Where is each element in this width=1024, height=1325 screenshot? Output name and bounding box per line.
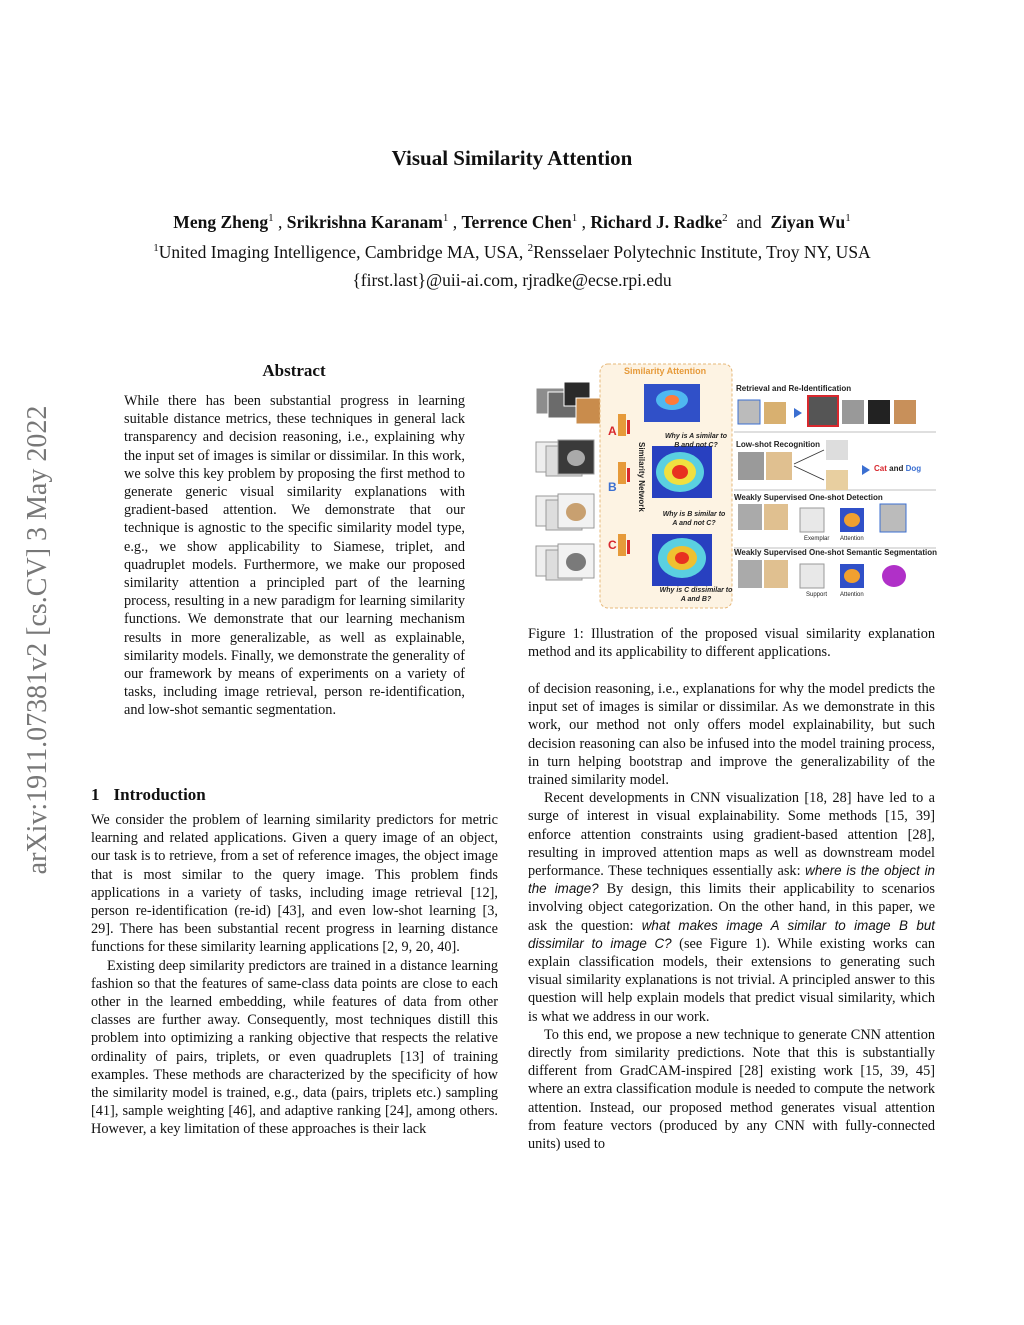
figure-label: Attention [840, 536, 864, 542]
text-span: By design, this limits their applicability to scenarios involving object categorization. On the other hand, in this paper, we ask the question: [528, 881, 935, 934]
retrieval-query [738, 400, 760, 424]
author-and: and [736, 212, 762, 232]
lowshot-image-2 [766, 452, 792, 480]
seg-image-1 [738, 560, 762, 588]
affiliations [0, 242, 1024, 263]
figure-question: Why is B similar to A and not C? [662, 511, 726, 527]
figure-label: Similarity Attention [624, 366, 707, 376]
retrieval-result-4 [894, 400, 916, 424]
author-aff: 1 [268, 212, 274, 225]
figure-label: Attention [840, 592, 864, 598]
detection-result [880, 504, 906, 532]
input-image-stack-c [536, 494, 594, 530]
support-image [800, 564, 824, 588]
aff-sup: 2 [527, 242, 534, 255]
cat-label: Cat [874, 464, 887, 473]
paragraph: of decision reasoning, i.e., explanations for why the model predicts the input set of images is similar or dissimilar. As we demonstrate in this work, our method not only offers model explainability, but such decision reasoning can also be infused into the model training process, in turn helping bootstrap and improve the generalizability of the trained similarity model. [528, 681, 935, 789]
paragraph: Existing deep similarity predictors are trained in a distance learning fashion so that the features of same-class data points are close to each other in the learned embedding, while features of data from other classes are further away. Consequently, most techniques distill this problem into optimizing a ranking objective that respects the relative ordinality of pairs, triplets, or even quadruplets [13] of training examples. These methods are characterized by the specificity of how the similarity model is trained, e.g., data (pairs, triplets etc.) sampling [41], sample weighting [46], and adaptive ranking [24], among others. However, a key limitation of these approaches is their lack [91, 957, 498, 1138]
seg-image-2 [764, 560, 788, 588]
figure-1 [528, 362, 938, 612]
retrieval-result-3 [868, 400, 890, 424]
figure-label: Retrieval and Re-Identification [736, 384, 852, 393]
section-heading [91, 785, 206, 805]
right-column-body [528, 680, 935, 1153]
detection-image-2 [764, 504, 788, 530]
arxiv-stamp [18, 350, 58, 930]
aff-1: United Imaging Intelligence, Cambridge MA, USA, [158, 242, 528, 262]
retrieval-query-2 [764, 402, 786, 424]
aff-2: Rensselaer Polytechnic Institute, Troy NY, USA [533, 242, 871, 262]
figure-label: A [608, 424, 617, 438]
figure-question: Why is C dissimilar to A and B? [659, 587, 733, 603]
section-number: 1 [91, 785, 100, 804]
arrow-icon [794, 408, 802, 418]
figure-label: Support [806, 592, 828, 598]
author-aff: 1 [571, 212, 578, 225]
paragraph: We consider the problem of learning similarity predictors for metric learning and related applications. Given a query image of an object, our task is to retrieve, from a set of reference images, the object image that is most similar to the query image. This problem finds applications in a variety of tasks, including image retrieval [12], person re-identification (re-id) [43], and even low-shot learning [3, 29]. There has been substantial recent progress in learning distance functions for these similarity learning applications [2, 9, 20, 40]. [91, 812, 498, 956]
input-image-stack-b [536, 440, 594, 476]
feature-bar-c [618, 534, 626, 556]
abstract-body: While there has been substantial progress in learning suitable distance metrics, these techniques in general lack transparency and decision reasoning, i.e., explaining why the input set of images is similar or dissimilar. In this work, we solve this key problem by proposing the first method to generate generic visual similarity explanations with gradient-based attention. We demonstrate that our technique is agnostic to the specific similarity model type, e.g., we show applicability to Siamese, triplet, and quadruplet models. Furthermore, we make our proposed similarity attention a principled part of the learning process, resulting in a new paradigm for learning similarity functions. We demonstrate that our learning mechanism results in more generalizable, as well as explainable, similarity models. Finally, we demonstrate the generality of our framework by means of experiments on a variety of tasks, including image retrieval, person re-identification, and low-shot semantic segmentation. [124, 393, 465, 719]
feature-bar-a-red [627, 420, 630, 434]
and-label: and [886, 464, 906, 473]
paper-title: Visual Similarity Attention [391, 146, 633, 170]
figure-label: Weakly Supervised One-shot Semantic Segmentation [734, 548, 938, 557]
figure-caption: Figure 1: Illustration of the proposed visual similarity explanation method and its applicability to different applications. [528, 626, 935, 661]
text-span: (see Figure 1). While existing works can explain classification models, their extensions to generating such visual similarity explanations is not trivial. A principled answer to this question will help explain models that predict visual similarity, which is what we address in our work. [528, 935, 936, 1025]
author-name: Terrence Chen [461, 212, 572, 232]
detection-image-1 [738, 504, 762, 530]
exemplar-image [800, 508, 824, 532]
figure-label: B [608, 480, 617, 494]
author-list: Meng Zheng$^1$ , Srikrishna Karanam$^1$ , Terrence Chen$^1$ , Richard J. Radke$^2$ and Ziyan Wu$^1$ [173, 212, 851, 232]
author-name: Richard J. Radke [590, 212, 723, 232]
lowshot-dog [826, 470, 848, 490]
figure-label: Exemplar [804, 536, 830, 542]
section-title: Introduction [113, 785, 206, 804]
input-image-stack-a [536, 382, 604, 424]
author-name: Meng Zheng [173, 212, 269, 232]
author-aff: 1 [442, 212, 449, 225]
abstract-heading: Abstract [262, 361, 326, 380]
question-italic: what makes image A similar to image B but dissimilar to image C? [528, 917, 935, 951]
arrow-icon [862, 465, 870, 475]
feature-bar-b [618, 462, 626, 484]
feature-bar-b-red [627, 468, 630, 482]
aff-sup: 1 [153, 242, 159, 255]
dog-label: Dog [905, 464, 922, 473]
arxiv-id: arXiv:1911.07381v2 [cs.CV] 3 May 2022 [22, 405, 53, 875]
retrieval-result [808, 396, 838, 426]
feature-bar-c-red [627, 540, 630, 554]
author-aff: 1 [845, 212, 851, 225]
figure-label: Similarity Network [637, 442, 646, 512]
figure-label: Weakly Supervised One-shot Detection [734, 493, 883, 502]
lowshot-cat [826, 440, 848, 460]
figure-question: Why is A similar to B and not C? [664, 433, 728, 449]
author-name: Srikrishna Karanam [286, 212, 443, 232]
question-italic: where is the object in the image? [528, 863, 936, 897]
author-name: Ziyan Wu [770, 212, 846, 232]
figure-label: C [608, 538, 617, 552]
email-line: {first.last}@uii-ai.com, rjradke@ecse.rpi.edu [352, 270, 672, 290]
paragraph: To this end, we propose a new technique to generate CNN attention directly from similarity predictions. Note that this is substantially different from GradCAM-inspired [28] existing work [15, 39, 45] where an extra classification module is needed to compute the network attention. Instead, our proposed method generates visual attention from feature vectors (produced by any CNN with fully-connected units) used to [528, 1026, 935, 1153]
input-image-stack-d [536, 544, 594, 580]
paragraph [528, 789, 935, 1026]
left-column-body [91, 811, 498, 1139]
text-span: Recent developments in CNN visualization [18, 28] have led to a surge of interest in visual explainability. Some methods [15, 39] enforce attention constraints using gradient-based attention [28], resulting in improved attention maps as well as downstream model performance. These techniques essentially ask: [528, 790, 935, 880]
figure-label: Low-shot Recognition [736, 440, 820, 449]
feature-bar-a [618, 414, 626, 436]
lowshot-image-1 [738, 452, 764, 480]
author-aff: 2 [722, 212, 728, 225]
figure-graphics [528, 362, 938, 612]
figure-label [874, 464, 921, 473]
retrieval-result-2 [842, 400, 864, 424]
